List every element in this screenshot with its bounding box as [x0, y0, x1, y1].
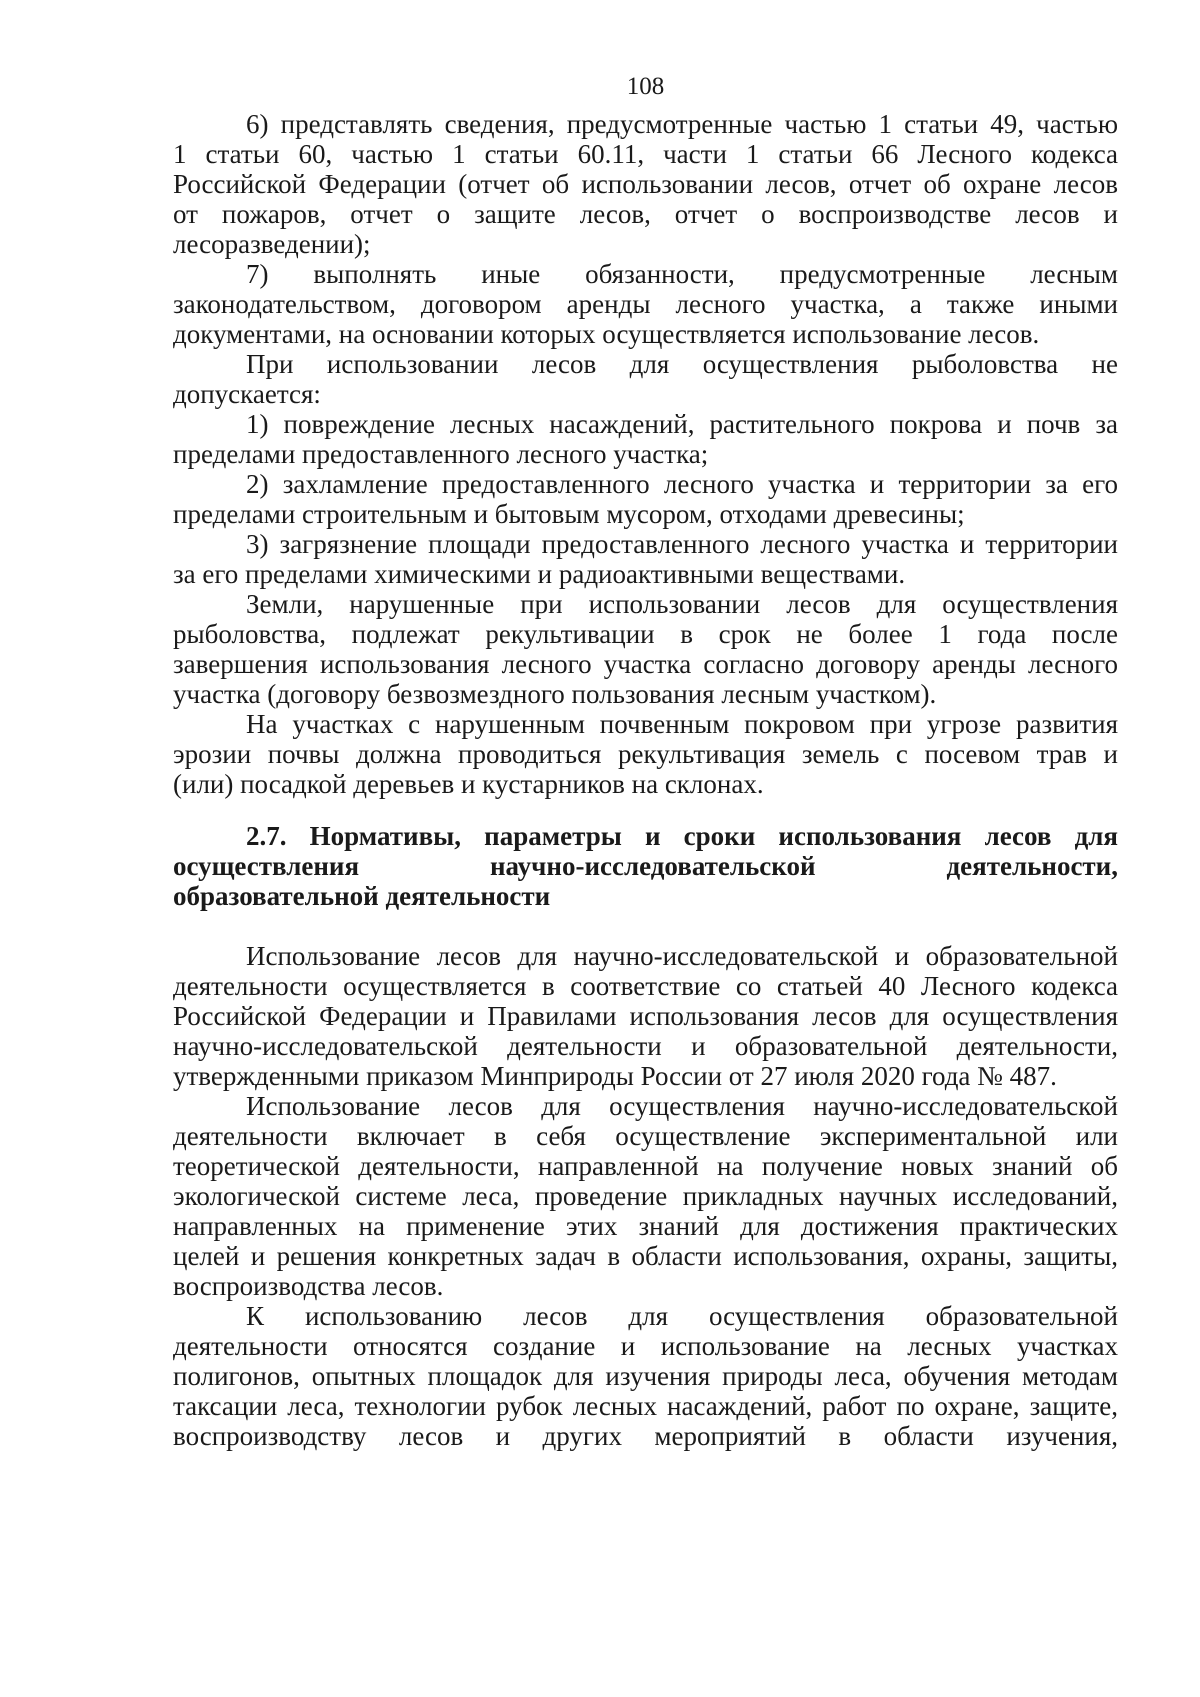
text-line: 1) повреждение лесных насаждений, растительного покрова и почв за [246, 409, 1118, 439]
text-line: утвержденными приказом Минприроды России от 27 июля 2020 года № 487. [173, 1061, 1057, 1091]
text-line: воспроизводства лесов. [173, 1271, 444, 1301]
section-heading: осуществления научно-исследовательской деятельности, [173, 851, 1118, 881]
text-line: 3) загрязнение площади предоставленного лесного участка и территории [246, 529, 1118, 559]
text-line: 2) захламление предоставленного лесного участка и территории за его [246, 469, 1118, 499]
text-line: эрозии почвы должна проводиться рекультивация земель с посевом трав и [173, 739, 1118, 769]
text-line: При использовании лесов для осуществления рыболовства не [246, 349, 1118, 379]
text-line: рыболовства, подлежат рекультивации в срок не более 1 года после [173, 619, 1118, 649]
text-line: Российской Федерации (отчет об использовании лесов, отчет об охране лесов [173, 169, 1118, 199]
text-line: экологической системе леса, проведение прикладных научных исследований, [173, 1181, 1118, 1211]
text-line: теоретической деятельности, направленной на получение новых знаний об [173, 1151, 1118, 1181]
text-line: На участках с нарушенным почвенным покровом при угрозе развития [246, 709, 1118, 739]
text-line: деятельности включает в себя осуществление экспериментальной или [173, 1121, 1118, 1151]
page-number: 108 [626, 73, 665, 100]
text-line: целей и решения конкретных задач в области использования, охраны, защиты, [173, 1241, 1118, 1271]
section-heading: образовательной деятельности [173, 881, 551, 911]
text-line: участка (договору безвозмездного пользования лесным участком). [173, 679, 937, 709]
text-line: Использование лесов для осуществления научно-исследовательской [246, 1091, 1118, 1121]
text-line: допускается: [173, 379, 321, 409]
text-line: направленных на применение этих знаний для достижения практических [173, 1211, 1118, 1241]
text-line: деятельности относятся создание и использование на лесных участках [173, 1331, 1118, 1361]
text-line: пределами строительным и бытовым мусором, отходами древесины; [173, 499, 965, 529]
text-line: воспроизводству лесов и других мероприятий в области изучения, [173, 1421, 1118, 1451]
text-line: пределами предоставленного лесного участка; [173, 439, 709, 469]
text-line: деятельности осуществляется в соответствие со статьей 40 Лесного кодекса [173, 971, 1118, 1001]
text-line: (или) посадкой деревьев и кустарников на склонах. [173, 769, 764, 799]
text-line: лесоразведении); [173, 229, 371, 259]
text-line: К использованию лесов для осуществления образовательной [246, 1301, 1118, 1331]
text-line: 1 статьи 60, частью 1 статьи 60.11, части 1 статьи 66 Лесного кодекса [173, 139, 1118, 169]
text-line: за его пределами химическими и радиоактивными веществами. [173, 559, 906, 589]
section-heading: 2.7. Нормативы, параметры и сроки использования лесов для [246, 821, 1118, 851]
text-line: 6) представлять сведения, предусмотренные частью 1 статьи 49, частью [246, 109, 1118, 139]
text-line: завершения использования лесного участка согласно договору аренды лесного [173, 649, 1118, 679]
text-line: законодательством, договором аренды лесного участка, а также иными [173, 289, 1118, 319]
text-line: Земли, нарушенные при использовании лесов для осуществления [246, 589, 1118, 619]
text-line: документами, на основании которых осуществляется использование лесов. [173, 319, 1040, 349]
text-line: таксации леса, технологии рубок лесных насаждений, работ по охране, защите, [173, 1391, 1118, 1421]
text-line: научно-исследовательской деятельности и образовательной деятельности, [173, 1031, 1118, 1061]
text-line: от пожаров, отчет о защите лесов, отчет о воспроизводстве лесов и [173, 199, 1118, 229]
text-line: Использование лесов для научно-исследовательской и образовательной [246, 941, 1118, 971]
text-line: полигонов, опытных площадок для изучения природы леса, обучения методам [173, 1361, 1118, 1391]
text-line: Российской Федерации и Правилами использования лесов для осуществления [173, 1001, 1118, 1031]
text-line: 7) выполнять иные обязанности, предусмотренные лесным [246, 259, 1118, 289]
